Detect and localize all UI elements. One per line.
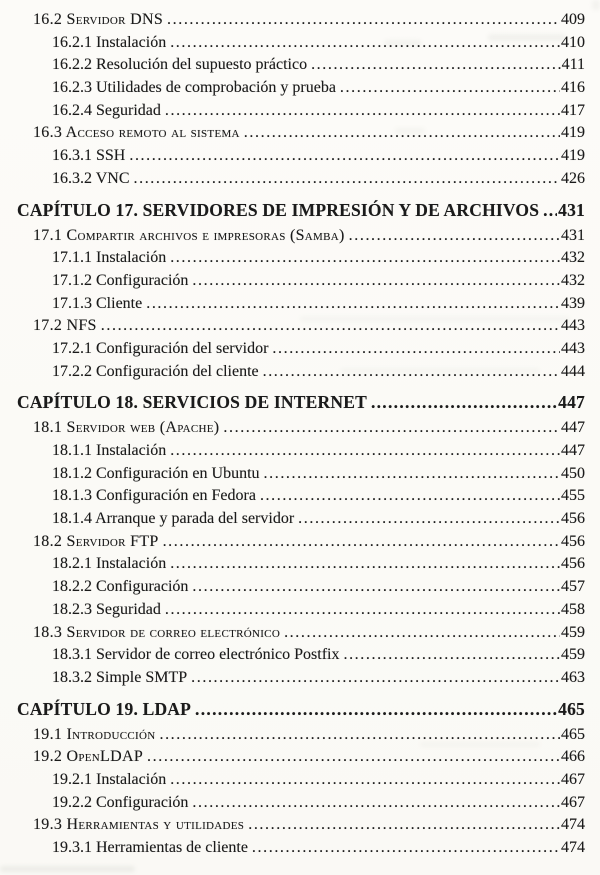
toc-entry-label: 18.2.2 Configuración [52, 578, 189, 596]
toc-entry-page: 416 [561, 79, 585, 97]
toc-entry-section [17, 225, 585, 248]
toc-entry-label: 19.3.1 Herramientas de cliente [52, 839, 248, 856]
toc-entry-label: 19.2.1 Instalación [52, 770, 167, 788]
dot-leader [170, 247, 560, 270]
toc-entry-label: 17.1 Compartir archivos e impresoras (Samba) [33, 226, 345, 244]
toc-entry-label: 17.2.2 Configuración del cliente [52, 362, 259, 380]
toc-entry-label: 16.3.1 SSH [52, 147, 126, 165]
dot-leader [264, 463, 560, 486]
toc-entry-sub [17, 168, 585, 191]
toc-entry-label: 18.3.1 Servidor de correo electrónico Postfix [52, 646, 340, 664]
dot-leader [263, 361, 560, 384]
dot-leader [252, 837, 560, 860]
toc-entry-page: 455 [561, 487, 585, 505]
dot-leader [192, 792, 560, 815]
toc-entry-label: 18.1.4 Arranque y parada del servidor [52, 510, 295, 528]
toc-entry-page: 432 [561, 249, 585, 267]
dot-leader [272, 338, 560, 361]
toc-entry-sub [17, 485, 585, 508]
toc-entry-section [17, 814, 585, 837]
toc-entry-page: 443 [561, 317, 585, 335]
toc-entry-page: 409 [561, 11, 585, 28]
toc-entry-page: 465 [558, 698, 585, 719]
dot-leader [284, 622, 560, 645]
toc-entry-sub [17, 440, 585, 463]
toc-entry-label: 18.3 Servidor de correo electrónico [33, 623, 281, 641]
dot-leader [223, 417, 560, 440]
toc-entry-section [17, 417, 585, 440]
toc-entry-page: 474 [561, 839, 585, 856]
dot-leader [165, 100, 560, 123]
dot-leader [129, 145, 560, 168]
dot-leader [146, 293, 560, 316]
toc-entry-sub [17, 293, 585, 316]
toc-entry-sub [17, 54, 585, 77]
toc-entry-sub [17, 145, 585, 168]
dot-leader [343, 644, 560, 667]
toc-entry-label: 17.2 NFS [33, 317, 97, 335]
toc-entry-section [17, 622, 585, 645]
dot-leader [191, 667, 560, 690]
toc-entry-page: 431 [558, 199, 585, 220]
dot-leader [543, 198, 557, 222]
toc-entry-sub [17, 644, 585, 667]
toc-entry-label: 18.2.3 Seguridad [52, 600, 161, 618]
toc-entry-sub [17, 270, 585, 293]
toc-entry-page: 443 [561, 339, 585, 357]
toc-entry-sub [17, 338, 585, 361]
toc-entry-label: 19.2.2 Configuración [52, 793, 189, 811]
toc-entry-page: 431 [561, 226, 585, 244]
dot-leader [248, 814, 560, 837]
toc-entry-chapter [17, 390, 585, 414]
toc-entry-label: 18.3.2 Simple SMTP [52, 668, 188, 686]
toc-entry-page: 426 [561, 169, 585, 187]
toc-entry-page: 465 [561, 725, 585, 743]
toc-entry-label: CAPÍTULO 18. SERVICIOS DE INTERNET [17, 392, 367, 413]
toc-entry-sub [17, 32, 585, 55]
toc-entry-label: 16.2.3 Utilidades de comprobación y prueba [52, 79, 336, 97]
toc-entry-label: 17.1.3 Cliente [52, 294, 143, 312]
scanner-edge-smudge [0, 866, 135, 872]
toc-entry-label: 18.2 Servidor FTP [33, 532, 159, 550]
toc-entry-chapter [17, 198, 585, 222]
toc-entry-sub [17, 508, 585, 531]
toc-entry-section [17, 9, 585, 32]
toc-entry-label: 19.2 OpenLDAP [33, 748, 144, 766]
toc-entry-label: 18.2.1 Instalación [52, 555, 167, 573]
toc-entry-sub [17, 792, 585, 815]
toc-entry-page: 447 [558, 392, 585, 413]
dot-leader [260, 485, 560, 508]
toc-entry-label: CAPÍTULO 17. SERVIDORES DE IMPRESIÓN Y DE ARCHIVOS [17, 199, 540, 220]
dot-leader [101, 315, 560, 338]
toc-entry-page: 474 [561, 816, 585, 834]
toc-entry-sub [17, 553, 585, 576]
toc-entry-section [17, 746, 585, 769]
toc-entry-page: 410 [561, 33, 585, 51]
toc-entry-label: 16.2.4 Seguridad [52, 101, 161, 119]
toc-entry-page: 439 [561, 294, 585, 312]
dot-leader [192, 576, 560, 599]
toc-entry-sub [17, 247, 585, 270]
toc-entry-page: 458 [561, 600, 585, 618]
toc-entry-label: 16.2.1 Instalación [52, 33, 167, 51]
toc-entry-page: 432 [561, 271, 585, 289]
toc-entry-page: 444 [561, 362, 585, 380]
toc-entry-label: 16.2 Servidor DNS [33, 11, 164, 28]
toc-entry-section [17, 724, 585, 747]
dot-leader [167, 9, 560, 32]
toc-entry-page: 456 [561, 510, 585, 528]
toc-entry-sub [17, 463, 585, 486]
toc-entry-page: 463 [561, 668, 585, 686]
toc-entry-sub [17, 77, 585, 100]
toc-entry-section [17, 122, 585, 145]
dot-leader [298, 508, 560, 531]
dot-leader [371, 390, 557, 414]
toc-entry-sub [17, 599, 585, 622]
toc-entry-page: 447 [561, 442, 585, 459]
toc-entry-sub [17, 361, 585, 384]
toc-entry-label: 18.1 Servidor web (Apache) [33, 419, 220, 437]
toc-entry-label: CAPÍTULO 19. LDAP [17, 698, 192, 719]
dot-leader [163, 531, 560, 554]
toc-entry-sub [17, 667, 585, 690]
toc-entry-section [17, 531, 585, 554]
dot-leader [170, 769, 560, 792]
toc-entry-section [17, 315, 585, 338]
dot-leader [244, 122, 560, 145]
dot-leader [159, 724, 560, 747]
toc-entry-page: 419 [561, 124, 585, 142]
toc-entry-page: 457 [561, 578, 585, 596]
toc-entry-sub [17, 769, 585, 792]
toc-entry-page: 456 [561, 555, 585, 573]
toc-entry-label: 18.1.1 Instalación [52, 442, 167, 459]
toc-entry-label: 19.3 Herramientas y utilidades [33, 816, 245, 834]
toc-entry-page: 419 [561, 147, 585, 165]
toc-entry-label: 17.2.1 Configuración del servidor [52, 339, 269, 357]
dot-leader [134, 168, 561, 191]
toc-entry-chapter [17, 697, 585, 721]
dot-leader [340, 77, 560, 100]
toc-entry-label: 17.1.2 Configuración [52, 271, 189, 289]
toc-entry-page: 459 [561, 646, 585, 664]
dot-leader [349, 225, 560, 248]
dot-leader [170, 553, 560, 576]
toc-entry-label: 17.1.1 Instalación [52, 249, 167, 267]
toc-entry-page: 447 [561, 419, 585, 437]
dot-leader [192, 270, 560, 293]
toc-entry-label: 19.1 Introducción [33, 725, 156, 743]
toc-entry-label: 16.2.2 Resolución del supuesto práctico [52, 56, 308, 74]
toc-entry-page: 466 [561, 748, 585, 766]
scanner-edge-smudge [592, 0, 600, 10]
toc-entry-sub [17, 100, 585, 123]
toc-entry-page: 459 [561, 623, 585, 641]
dot-leader [147, 746, 560, 769]
toc-entry-sub [17, 837, 585, 860]
toc-entry-label: 18.1.3 Configuración en Fedora [52, 487, 256, 505]
table-of-contents [17, 9, 585, 860]
toc-entry-sub [17, 576, 585, 599]
dot-leader [165, 599, 560, 622]
toc-entry-label: 18.1.2 Configuración en Ubuntu [52, 464, 260, 482]
toc-entry-page: 450 [561, 464, 585, 482]
toc-entry-page: 417 [561, 101, 585, 119]
dot-leader [311, 54, 561, 77]
dot-leader [170, 440, 560, 463]
toc-entry-label: 16.3 Acceso remoto al sistema [33, 124, 240, 142]
toc-entry-page: 456 [561, 532, 585, 550]
toc-entry-page: 467 [561, 770, 585, 788]
dot-leader [195, 697, 557, 721]
toc-entry-page: 467 [561, 793, 585, 811]
toc-entry-page: 411 [561, 56, 585, 74]
toc-entry-label: 16.3.2 VNC [52, 169, 130, 187]
dot-leader [170, 32, 560, 55]
